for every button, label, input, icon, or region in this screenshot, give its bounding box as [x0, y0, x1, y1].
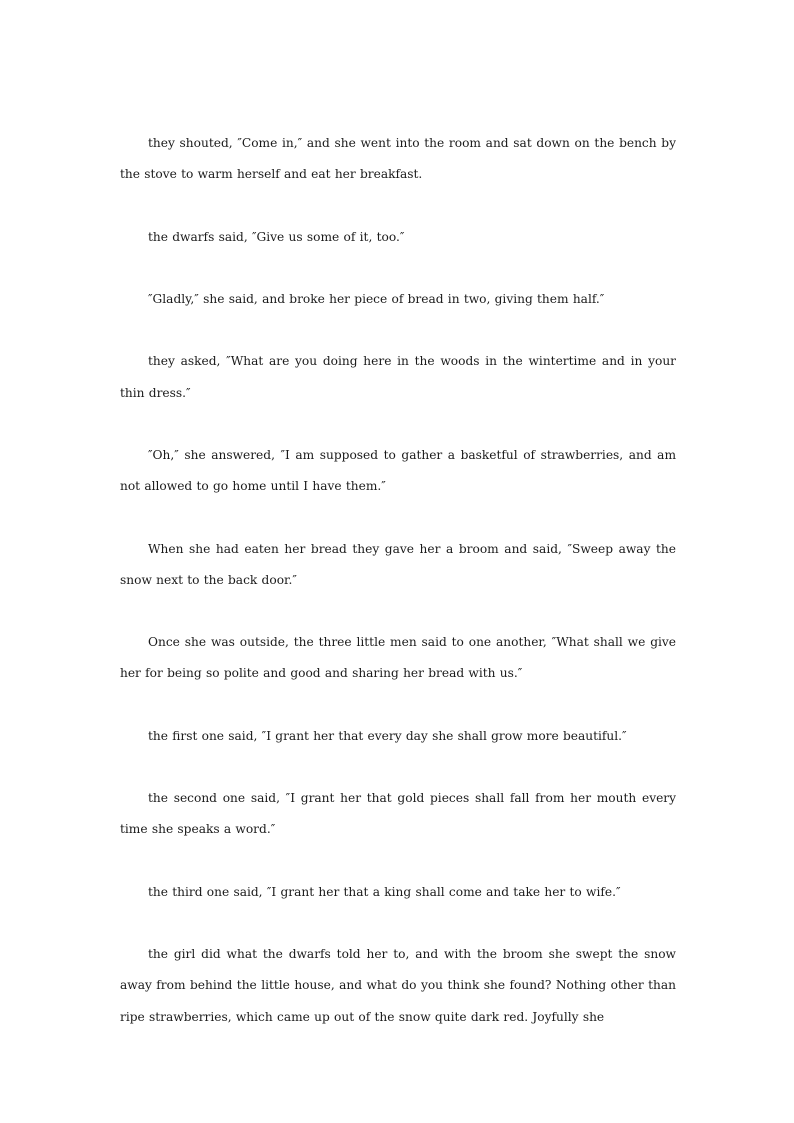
paragraph-7: Once she was outside, the three little men said to one another, ″What shall we give her for being so polite and good and sharing her bread with us.″ [120, 635, 676, 681]
paragraph-11: the girl did what the dwarfs told her to, and with the broom she swept the snow away from behind the little house, and what do you think she found? Nothing other than ripe strawberries, which came up out of the snow quite dark red. Joyfully she [120, 947, 676, 1024]
document-body [120, 128, 676, 1033]
paragraph-10: the third one said, ″I grant her that a king shall come and take her to wife.″ [148, 884, 621, 899]
paragraph-1: they shouted, ″Come in,″ and she went into the room and sat down on the bench by the stove to warm herself and eat her breakfast. [120, 136, 676, 182]
paragraph-8: the first one said, ″I grant her that every day she shall grow more beautiful.″ [148, 728, 627, 743]
paragraph-4: they asked, ″What are you doing here in the woods in the wintertime and in your thin dress.″ [120, 354, 676, 400]
paragraph-3: ″Gladly,″ she said, and broke her piece of bread in two, giving them half.″ [148, 291, 605, 306]
paragraph-5: ″Oh,″ she answered, ″I am supposed to gather a basketful of strawberries, and am not allowed to go home until I have them.″ [120, 447, 676, 494]
paragraph-6: When she had eaten her bread they gave her a broom and said, ″Sweep away the snow next to the back door.″ [120, 541, 676, 587]
paragraph-2: the dwarfs said, ″Give us some of it, too.″ [148, 229, 405, 244]
paragraph-9: the second one said, ″I grant her that gold pieces shall fall from her mouth every time she speaks a word.″ [120, 791, 676, 837]
